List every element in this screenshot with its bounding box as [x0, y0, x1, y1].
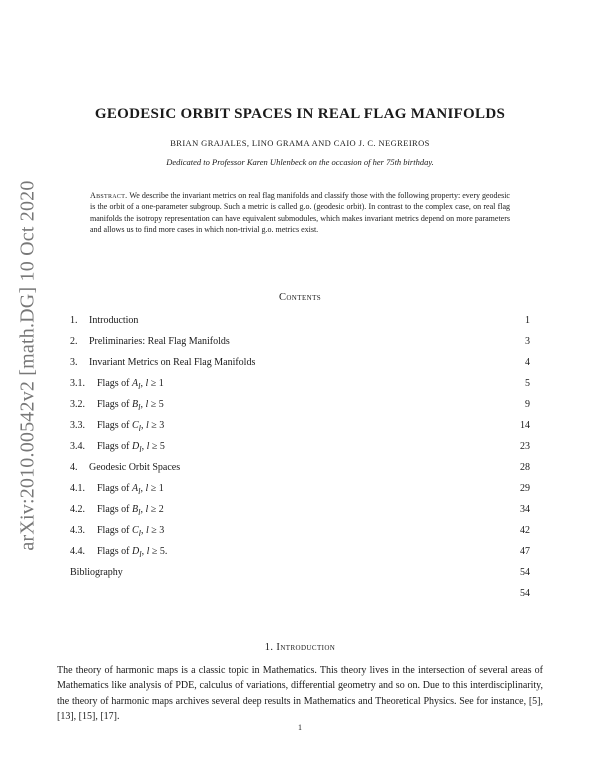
toc-entry-preliminaries[interactable]	[70, 331, 530, 352]
toc-title: Flags of $A_l$, l ≥ 1	[97, 378, 164, 391]
toc-num: 4.	[70, 462, 78, 473]
toc-page: 14	[520, 420, 530, 431]
toc-entry-unlabeled	[70, 583, 530, 604]
toc-page: 23	[520, 441, 530, 452]
toc-title: Introduction	[89, 315, 139, 326]
section-heading-introduction: 1. Introduction	[264, 642, 336, 653]
toc-num: 4.1.	[70, 483, 85, 494]
introduction-paragraph: The theory of harmonic maps is a classic topic in Mathematics. This theory lives in the intersection of several areas of Mathematics like analysis of PDE, calculus of variations, differential geometry and so on. Due to this interdisciplinarity, the theory of harmonic maps archives several deep results in Mathematics and Theoretical Physics. See for instance, [5], [13], [15], [17].	[57, 665, 543, 723]
toc-title: Invariant Metrics on Real Flag Manifolds	[89, 357, 256, 368]
authors: BRIAN GRAJALES, LINO GRAMA AND CAIO J. C. NEGREIROS	[170, 138, 430, 148]
toc-title: Flags of $A_l$, l ≥ 1	[97, 483, 164, 496]
toc-entry-introduction[interactable]	[70, 310, 530, 331]
dedication: Dedicated to Professor Karen Uhlenbeck on the occasion of her 75th birthday.	[166, 157, 434, 167]
page-number: 1	[298, 723, 302, 732]
toc-entry-4-4[interactable]	[70, 541, 530, 562]
toc-entry-4-3[interactable]	[70, 520, 530, 541]
toc-entry-geodesic-orbit[interactable]	[70, 457, 530, 478]
toc-title: Flags of $B_l$, l ≥ 5	[97, 399, 164, 412]
toc-page: 9	[525, 399, 530, 410]
toc-title: Flags of $D_l$, l ≥ 5.	[97, 546, 168, 559]
toc-title: Flags of $C_l$, l ≥ 3	[97, 420, 165, 433]
toc-num: 2.	[70, 336, 78, 347]
abstract	[90, 190, 510, 236]
abstract-text: We describe the invariant metrics on real flag manifolds and classify those with the following property: every geodesic is the orbit of a one-parameter subgroup. Such a metric is called g.o. (geodesic orbit). In contrast to the complex case, on real flag manifolds the isotropy representation can have equivalent submodules, which makes invariant metrics depend on more parameters and allows us to find more cases in which non-trivial g.o. metrics exist.	[90, 191, 510, 235]
toc-entry-bibliography[interactable]	[70, 562, 530, 583]
arxiv-id: arXiv:2010.00542v2 [math.DG] 10 Oct 2020	[16, 179, 39, 551]
toc-page: 5	[525, 378, 530, 389]
table-of-contents	[70, 310, 530, 604]
toc-page: 54	[520, 588, 530, 599]
toc-num: 4.2.	[70, 504, 85, 515]
toc-entry-invariant-metrics[interactable]	[70, 352, 530, 373]
toc-page: 3	[525, 336, 530, 347]
toc-title: Bibliography	[70, 567, 123, 578]
toc-num: 3.	[70, 357, 78, 368]
toc-entry-3-4[interactable]	[70, 436, 530, 457]
toc-title: Geodesic Orbit Spaces	[89, 462, 181, 473]
toc-entry-3-3[interactable]	[70, 415, 530, 436]
toc-page: 4	[525, 357, 530, 368]
toc-num: 4.3.	[70, 525, 85, 536]
toc-entry-4-1[interactable]	[70, 478, 530, 499]
toc-entry-3-2[interactable]	[70, 394, 530, 415]
toc-page: 29	[520, 483, 530, 494]
toc-num: 3.2.	[70, 399, 85, 410]
toc-num: 3.1.	[70, 378, 85, 389]
toc-num: 3.4.	[70, 441, 85, 452]
toc-page: 34	[520, 504, 530, 515]
toc-page: 47	[520, 546, 530, 557]
toc-title: Flags of $D_l$, l ≥ 5	[97, 441, 165, 454]
toc-page: 1	[525, 315, 530, 326]
toc-num: 3.3.	[70, 420, 85, 431]
toc-page: 54	[520, 567, 530, 578]
toc-page: 42	[520, 525, 530, 536]
toc-num: 1.	[70, 315, 78, 326]
contents-title: Contents	[278, 292, 322, 303]
toc-title: Flags of $B_l$, l ≥ 2	[97, 504, 164, 517]
toc-entry-4-2[interactable]	[70, 499, 530, 520]
abstract-label: Abstract.	[90, 191, 128, 200]
toc-page: 28	[520, 462, 530, 473]
toc-num: 4.4.	[70, 546, 85, 557]
toc-title: Flags of $C_l$, l ≥ 3	[97, 525, 165, 538]
arxiv-stamp	[8, 150, 48, 580]
paper-title: GEODESIC ORBIT SPACES IN REAL FLAG MANIFOLDS	[94, 106, 506, 122]
toc-title: Preliminaries: Real Flag Manifolds	[89, 336, 230, 347]
toc-entry-3-1[interactable]	[70, 373, 530, 394]
